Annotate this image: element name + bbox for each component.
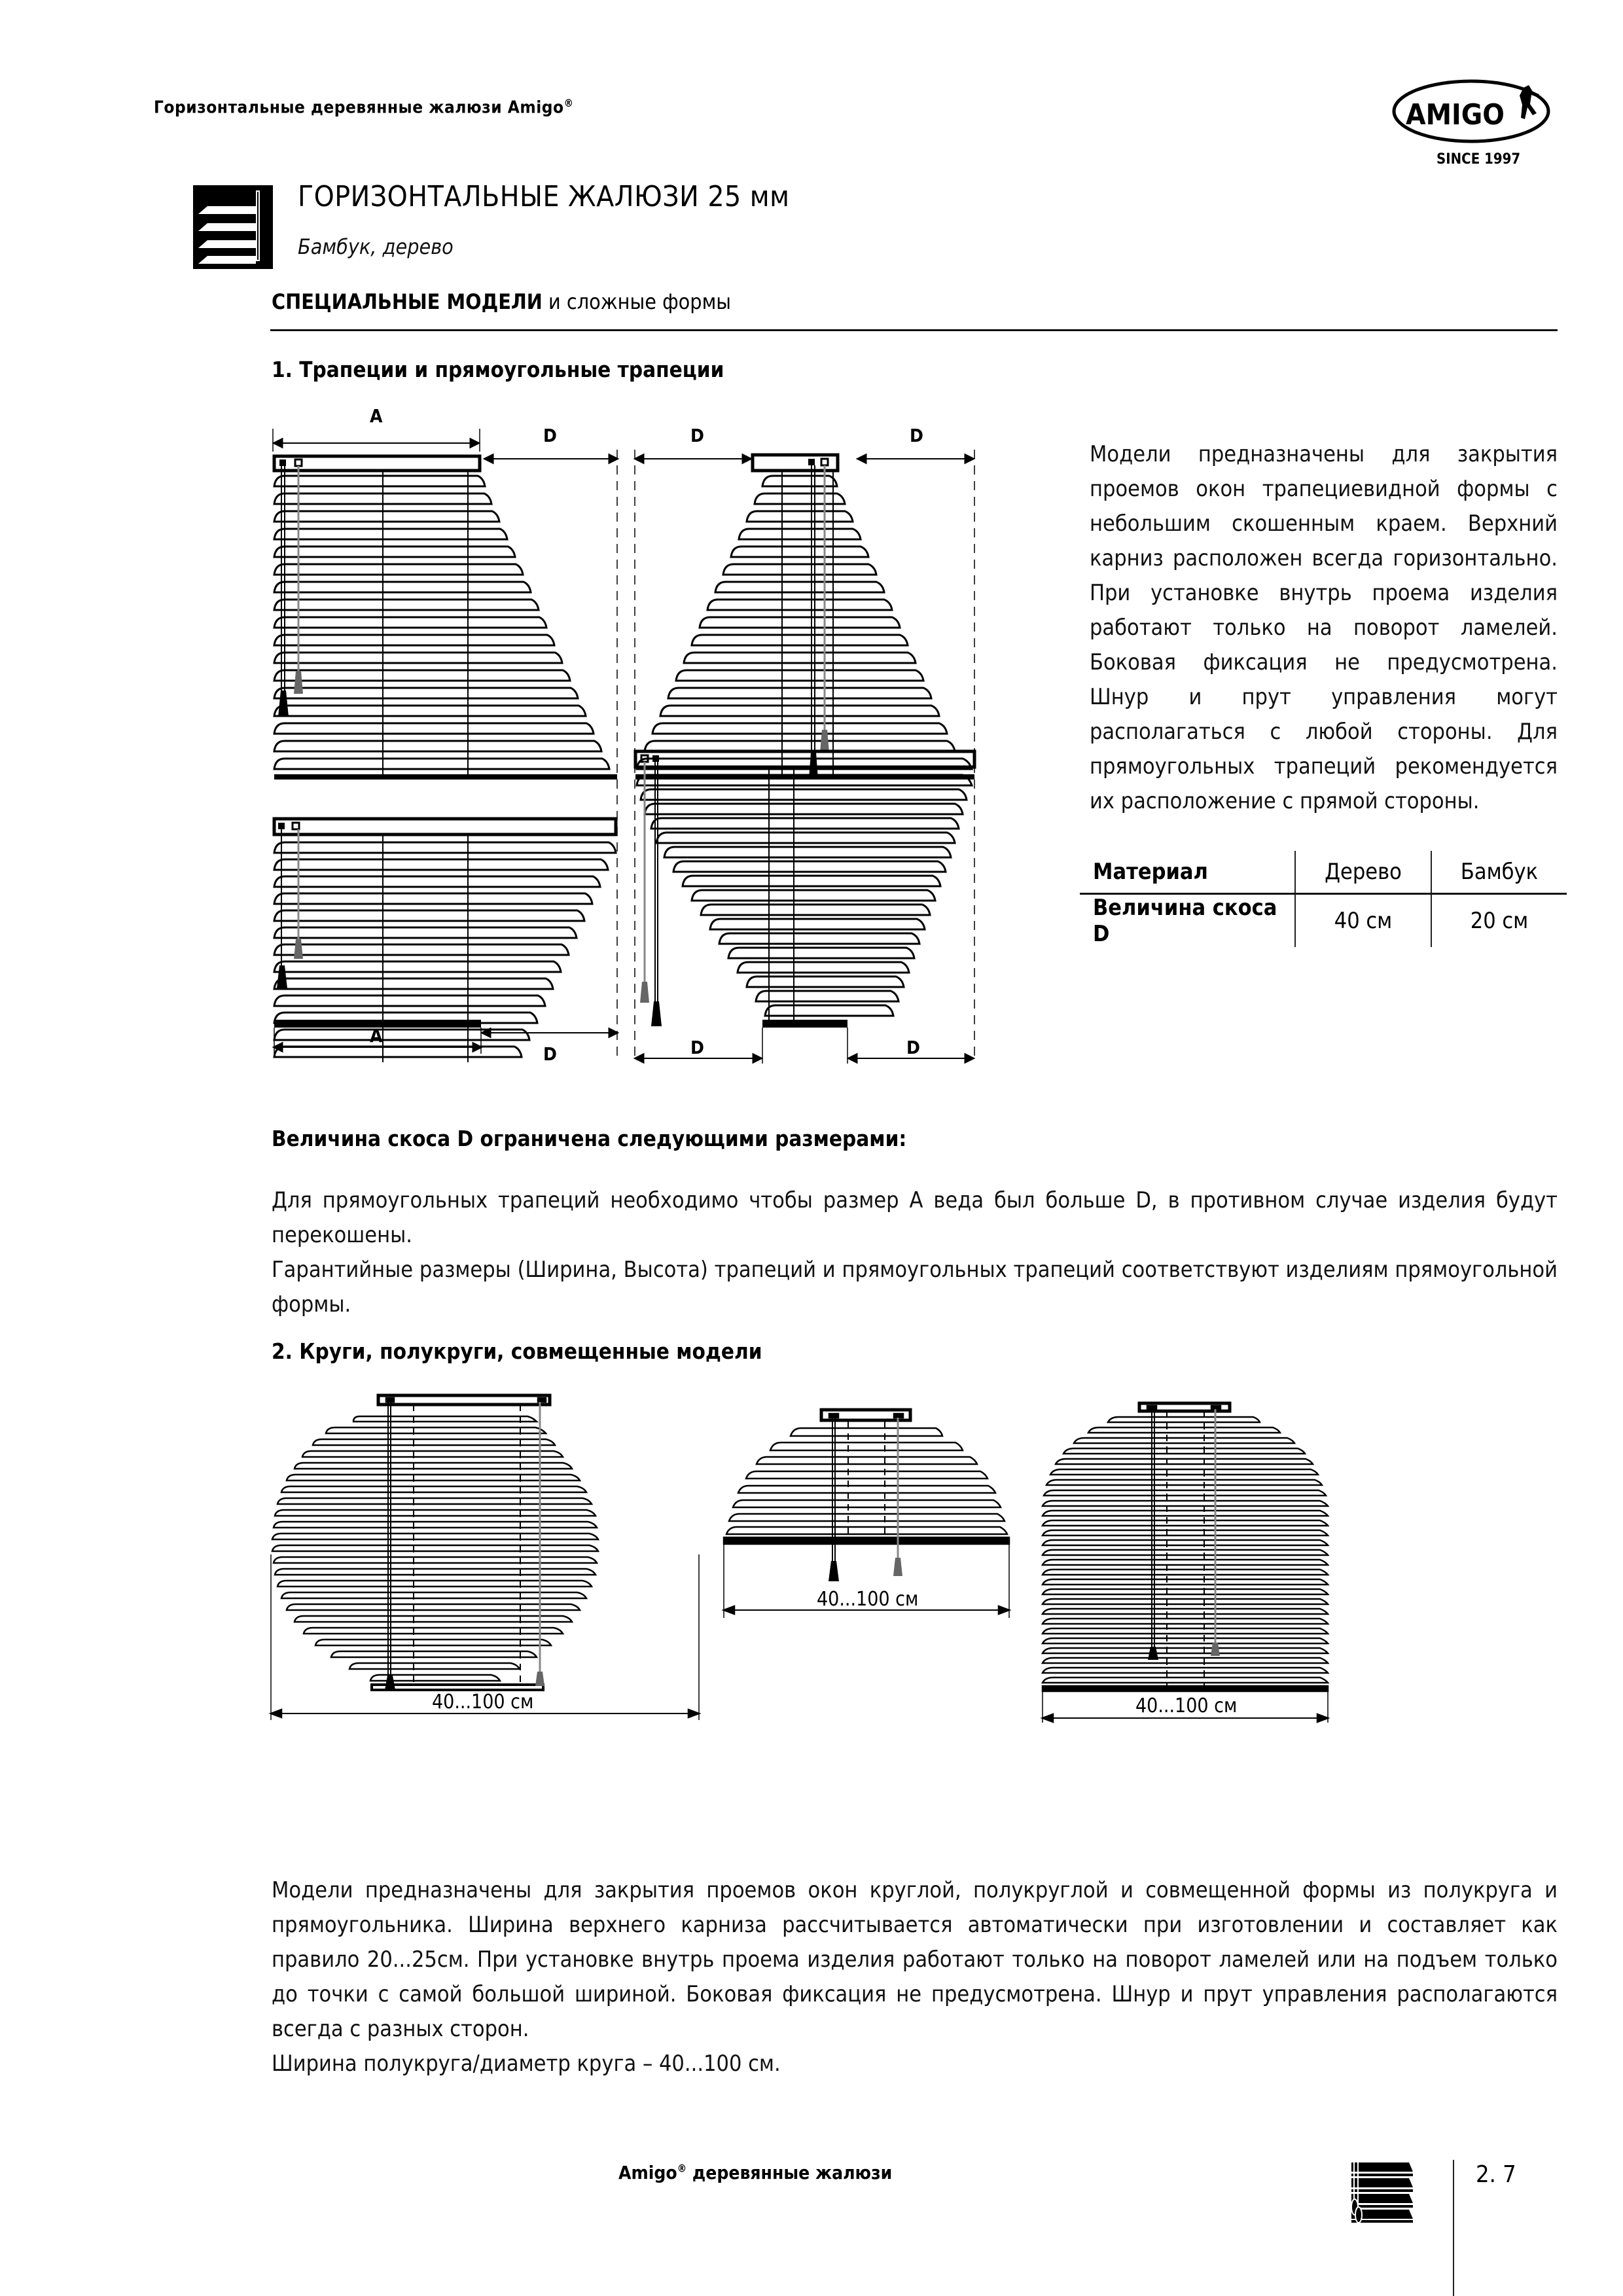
circle-blind-diagram (268, 1388, 713, 1835)
svg-text:40...100 см: 40...100 см (1135, 1695, 1238, 1717)
combined-blind-diagram (1037, 1388, 1338, 1835)
registered-mark: ® (677, 2162, 687, 2175)
section-heading (272, 289, 731, 314)
table-header-bamboo: Бамбук (1431, 851, 1567, 894)
svg-text:D: D (910, 425, 923, 446)
limits-text (272, 1183, 1558, 1322)
amigo-logo (1387, 72, 1564, 170)
table-header-row (1080, 851, 1567, 894)
svg-text:40...100 см: 40...100 см (817, 1588, 919, 1611)
dimension-label: 40...100 см (432, 1691, 534, 1713)
label-a: A (370, 405, 383, 427)
trapezoid-diagrams-lower (265, 740, 991, 1069)
section-heading-rest: и сложные формы (542, 289, 732, 314)
limits-heading: Величина скоса D ограничена следующими размерами: (272, 1126, 907, 1151)
footer-title (618, 2162, 892, 2183)
footer-text: деревянные жалюзи (687, 2162, 893, 2183)
table-header-wood: Дерево (1295, 851, 1431, 894)
section-divider (270, 329, 1558, 331)
table-cell: Величина скоса D (1093, 895, 1277, 947)
semicircle-blind-diagram (720, 1388, 1021, 1626)
table-row (1080, 894, 1567, 948)
footer-divider (1453, 2160, 1454, 2296)
svg-text:D: D (543, 1043, 557, 1065)
spec-table (1080, 851, 1567, 947)
part1-heading: 1. Трапеции и прямоугольные трапеции (272, 357, 724, 382)
registered-mark: ® (563, 97, 574, 109)
part2-description-1: Модели предназначены для закрытия проемов окон круглой, полукруглой и совмещенной формы из полукруга и прямоугольника. Ширина верхнего карниза рассчитывается автоматически при изготовлении и составляет как правило 20...25см. При установке внутрь проема изделия работают только на поворот ламелей или на подъем только до точки с самой большой шириной. Боковая фиксация не предусмотрена. Шнур и прут управления располагаются всегда с разных сторон. (272, 1877, 1558, 2042)
table-cell: 20 см (1431, 894, 1567, 948)
svg-text:D: D (690, 1037, 704, 1058)
running-header (154, 97, 573, 118)
section-heading-bold: СПЕЦИАЛЬНЫЕ МОДЕЛИ (272, 289, 543, 314)
svg-text:D: D (906, 1037, 920, 1058)
footer-brand: Amigo (618, 2162, 677, 2183)
label-d: D (543, 425, 557, 446)
svg-text:D: D (690, 425, 704, 446)
page-number: 2. 7 (1476, 2161, 1516, 2188)
table-header-material: Материал (1080, 851, 1295, 894)
part2-heading: 2. Круги, полукруги, совмещенные модели (272, 1338, 762, 1364)
part1-description: Модели предназначены для закрытия проемов окон трапециевидной формы с небольшим скошенным краем. Верхний карниз расположен всегда горизонтально. При установке внутрь проема изделия работают только на поворот ламелей. Боковая фиксация не предусмотрена. Шнур и прут управления могут располагаться с любой стороны. Для прямоугольных трапеций рекомендуется их расположение с прямой стороны. (1090, 441, 1558, 814)
blinds-icon (193, 185, 273, 269)
page-title: ГОРИЗОНТАЛЬНЫЕ ЖАЛЮЗИ 25 мм (298, 180, 790, 213)
logo-since: SINCE 1997 (1436, 151, 1521, 168)
logo-brand: AMIGO (1406, 98, 1505, 132)
running-header-text: Горизонтальные деревянные жалюзи Amigo (154, 98, 564, 118)
page-subtitle: Бамбук, дерево (298, 234, 454, 259)
runner-icon (1520, 85, 1539, 119)
limits-text-1: Для прямоугольных трапеций необходимо чтобы размер A веда был больше D, в противном случае изделия будут перекошены. (272, 1187, 1558, 1248)
part2-description-2: Ширина полукруга/диаметр круга – 40...100 см. (272, 2051, 781, 2077)
blinds-footer-icon (1351, 2162, 1419, 2223)
limits-text-2: Гарантийные размеры (Ширина, Высота) трапеций и прямоугольных трапеций соответствуют изделиям прямоугольной формы. (272, 1257, 1558, 1318)
svg-text:A: A (370, 1025, 383, 1047)
part2-description (272, 1873, 1558, 2081)
table-cell: 40 см (1295, 894, 1431, 948)
